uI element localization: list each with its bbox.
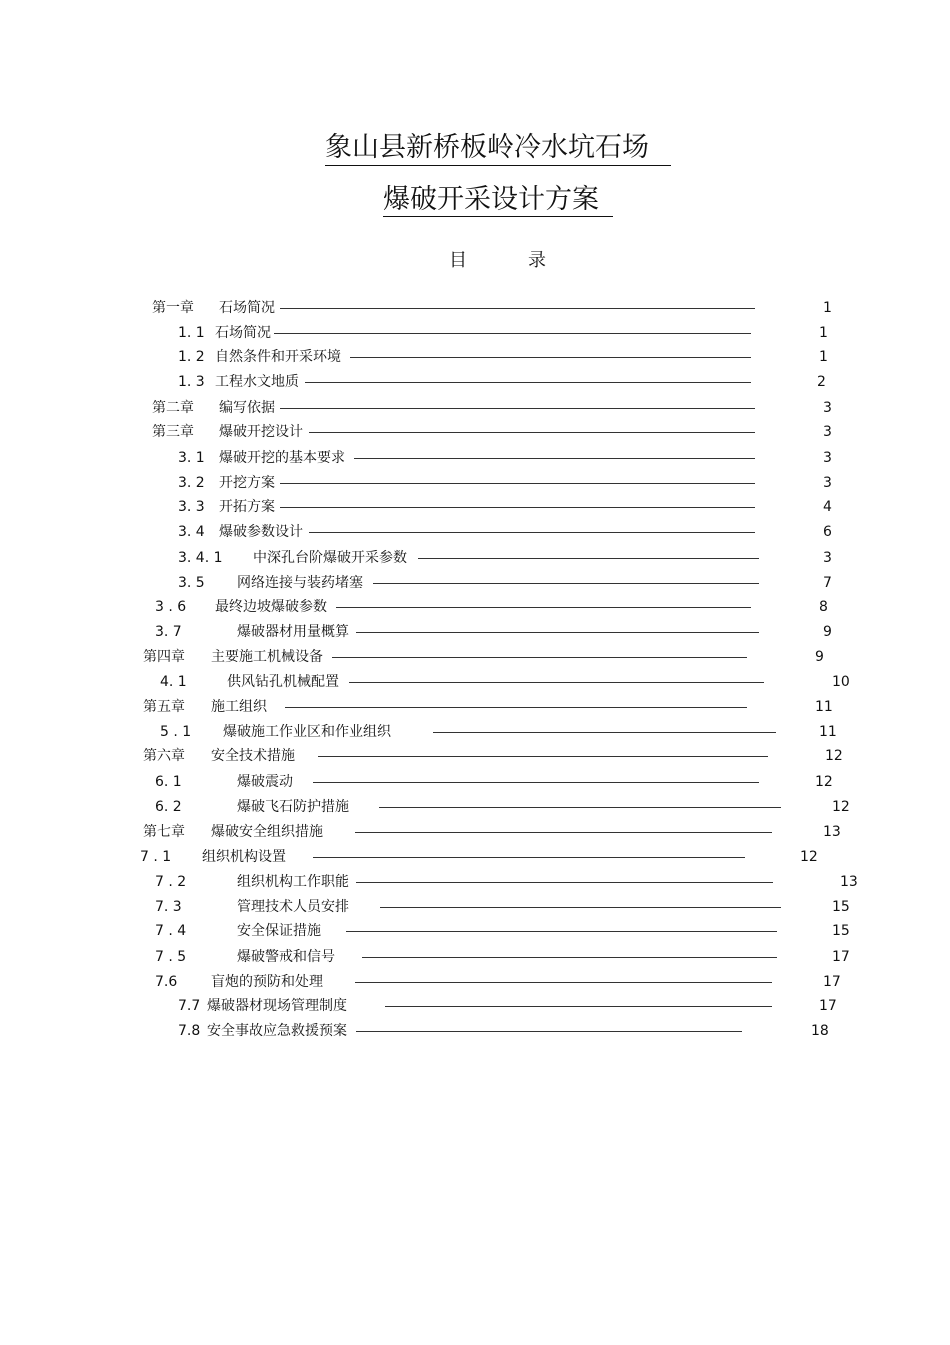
toc-leader-line bbox=[280, 408, 755, 409]
toc-entry bbox=[0, 372, 950, 392]
toc-entry-title: 盲炮的预防和处理 bbox=[211, 974, 323, 990]
toc-entry-number: 第六章 bbox=[143, 748, 185, 764]
toc-entry-title: 自然条件和开采环境 bbox=[215, 349, 341, 365]
toc-entry-title: 安全保证措施 bbox=[237, 923, 321, 939]
toc-entry-page: 2 bbox=[817, 374, 826, 390]
toc-entry-page: 8 bbox=[819, 599, 828, 615]
toc-leader-line bbox=[285, 707, 747, 708]
toc-leader-line bbox=[280, 308, 755, 309]
document-title-line1: 象山县新桥板岭冷水坑石场 bbox=[325, 132, 649, 163]
toc-entry-number: 7 . 5 bbox=[155, 949, 187, 965]
toc-entry-page: 9 bbox=[823, 624, 832, 640]
toc-entry bbox=[0, 622, 950, 642]
toc-entry bbox=[0, 672, 950, 692]
toc-entry bbox=[0, 722, 950, 742]
toc-entry bbox=[0, 772, 950, 792]
toc-entry-title: 爆破开挖的基本要求 bbox=[219, 450, 345, 466]
toc-entry-page: 18 bbox=[811, 1023, 829, 1039]
toc-entry-number: 7.7 bbox=[178, 998, 201, 1014]
toc-entry-title: 石场简况 bbox=[219, 300, 275, 316]
toc-leader-line bbox=[385, 1006, 772, 1007]
toc-entry-page: 3 bbox=[823, 424, 832, 440]
toc-entry-page: 11 bbox=[819, 724, 837, 740]
toc-entry-page: 11 bbox=[815, 699, 833, 715]
toc-entry-page: 15 bbox=[832, 899, 850, 915]
toc-entry-page: 9 bbox=[815, 649, 824, 665]
toc-entry-number: 1. 3 bbox=[178, 374, 205, 390]
toc-entry-title: 爆破开挖设计 bbox=[219, 424, 303, 440]
toc-entry-title: 开拓方案 bbox=[219, 499, 275, 515]
toc-entry-page: 13 bbox=[840, 874, 858, 890]
toc-entry-number: 7 . 4 bbox=[155, 923, 187, 939]
toc-heading-mu: 目 bbox=[449, 250, 467, 271]
toc-leader-line bbox=[356, 632, 759, 633]
toc-leader-line bbox=[313, 857, 745, 858]
toc-entry-title: 组织机构工作职能 bbox=[237, 874, 349, 890]
toc-entry-title: 施工组织 bbox=[211, 699, 267, 715]
toc-entry-title: 爆破参数设计 bbox=[219, 524, 303, 540]
toc-entry-number: 3. 3 bbox=[178, 499, 205, 515]
toc-entry bbox=[0, 647, 950, 667]
toc-entry-page: 17 bbox=[823, 974, 841, 990]
toc-entry-title: 组织机构设置 bbox=[202, 849, 286, 865]
document-title-line2: 爆破开采设计方案 bbox=[383, 184, 599, 215]
toc-leader-line bbox=[380, 907, 781, 908]
toc-entry bbox=[0, 847, 950, 867]
toc-entry bbox=[0, 448, 950, 468]
toc-entry bbox=[0, 298, 950, 318]
toc-entry bbox=[0, 522, 950, 542]
toc-leader-line bbox=[362, 957, 777, 958]
toc-entry-number: 7 . 1 bbox=[140, 849, 172, 865]
toc-entry-title: 开挖方案 bbox=[219, 475, 275, 491]
toc-entry-page: 3 bbox=[823, 475, 832, 491]
toc-entry-number: 第三章 bbox=[152, 424, 194, 440]
toc-entry bbox=[0, 872, 950, 892]
toc-entry-title: 爆破器材现场管理制度 bbox=[207, 998, 347, 1014]
toc-leader-line bbox=[336, 607, 751, 608]
toc-entry-number: 7 . 2 bbox=[155, 874, 187, 890]
toc-entry-number: 6. 2 bbox=[155, 799, 182, 815]
toc-leader-line bbox=[309, 532, 755, 533]
toc-entry-page: 6 bbox=[823, 524, 832, 540]
toc-entry bbox=[0, 497, 950, 517]
toc-entry-page: 17 bbox=[819, 998, 837, 1014]
toc-entry bbox=[0, 548, 950, 568]
toc-entry-number: 1. 1 bbox=[178, 325, 205, 341]
toc-entry bbox=[0, 398, 950, 418]
toc-entry-number: 3. 4. 1 bbox=[178, 550, 223, 566]
toc-entry-number: 6. 1 bbox=[155, 774, 182, 790]
toc-entry bbox=[0, 1021, 950, 1041]
toc-entry-number: 3. 4 bbox=[178, 524, 205, 540]
toc-entry-page: 1 bbox=[823, 300, 832, 316]
toc-entry-number: 第一章 bbox=[152, 300, 194, 316]
toc-leader-line bbox=[318, 756, 768, 757]
toc-entry-title: 爆破施工作业区和作业组织 bbox=[223, 724, 391, 740]
toc-leader-line bbox=[313, 782, 759, 783]
toc-entry bbox=[0, 697, 950, 717]
toc-entry bbox=[0, 573, 950, 593]
toc-entry-number: 7.8 bbox=[178, 1023, 201, 1039]
toc-leader-line bbox=[354, 458, 755, 459]
toc-entry bbox=[0, 323, 950, 343]
toc-leader-line bbox=[309, 432, 755, 433]
toc-entry bbox=[0, 897, 950, 917]
toc-entry-title: 爆破安全组织措施 bbox=[211, 824, 323, 840]
toc-leader-line bbox=[350, 357, 751, 358]
toc-entry-title: 网络连接与装药堵塞 bbox=[237, 575, 363, 591]
toc-entry-page: 1 bbox=[819, 325, 828, 341]
toc-leader-line bbox=[418, 558, 759, 559]
toc-entry-number: 4. 1 bbox=[160, 674, 187, 690]
toc-entry-number: 第五章 bbox=[143, 699, 185, 715]
toc-entry-number: 第四章 bbox=[143, 649, 185, 665]
toc-entry bbox=[0, 996, 950, 1016]
toc-entry-title: 爆破警戒和信号 bbox=[237, 949, 335, 965]
toc-leader-line bbox=[349, 682, 764, 683]
toc-entry bbox=[0, 921, 950, 941]
toc-entry-page: 12 bbox=[800, 849, 818, 865]
toc-leader-line bbox=[433, 732, 776, 733]
toc-entry bbox=[0, 797, 950, 817]
toc-entry-title: 安全事故应急救援预案 bbox=[207, 1023, 347, 1039]
toc-entry-number: 第二章 bbox=[152, 400, 194, 416]
toc-leader-line bbox=[346, 931, 777, 932]
toc-entry-title: 安全技术措施 bbox=[211, 748, 295, 764]
toc-entry-page: 1 bbox=[819, 349, 828, 365]
toc-entry-title: 供风钻孔机械配置 bbox=[227, 674, 339, 690]
toc-leader-line bbox=[305, 382, 751, 383]
toc-entry-page: 7 bbox=[823, 575, 832, 591]
toc-entry-number: 5 . 1 bbox=[160, 724, 192, 740]
toc-entry-page: 3 bbox=[823, 450, 832, 466]
toc-leader-line bbox=[280, 483, 755, 484]
toc-leader-line bbox=[373, 583, 759, 584]
toc-entry-number: 3. 5 bbox=[178, 575, 205, 591]
toc-leader-line bbox=[355, 982, 772, 983]
toc-entry bbox=[0, 822, 950, 842]
toc-entry-title: 中深孔台阶爆破开采参数 bbox=[253, 550, 407, 566]
toc-entry-page: 3 bbox=[823, 550, 832, 566]
toc-entry-number: 7. 3 bbox=[155, 899, 182, 915]
toc-entry-number: 7.6 bbox=[155, 974, 178, 990]
toc-entry-page: 13 bbox=[823, 824, 841, 840]
toc-entry-title: 主要施工机械设备 bbox=[211, 649, 323, 665]
toc-entry-page: 17 bbox=[832, 949, 850, 965]
title-line1-underline bbox=[325, 165, 671, 166]
toc-entry-page: 12 bbox=[825, 748, 843, 764]
toc-entry-number: 1. 2 bbox=[178, 349, 205, 365]
title-line2-underline bbox=[383, 216, 613, 217]
toc-entry-page: 12 bbox=[815, 774, 833, 790]
toc-entry-page: 12 bbox=[832, 799, 850, 815]
toc-entry-title: 最终边坡爆破参数 bbox=[215, 599, 327, 615]
toc-leader-line bbox=[280, 507, 755, 508]
toc-entry-number: 3 . 6 bbox=[155, 599, 187, 615]
toc-entry-page: 10 bbox=[832, 674, 850, 690]
toc-entry-page: 4 bbox=[823, 499, 832, 515]
toc-entry-number: 3. 1 bbox=[178, 450, 205, 466]
toc-entry-title: 爆破器材用量概算 bbox=[237, 624, 349, 640]
toc-leader-line bbox=[379, 807, 781, 808]
toc-entry-page: 3 bbox=[823, 400, 832, 416]
toc-entry-title: 工程水文地质 bbox=[215, 374, 299, 390]
toc-leader-line bbox=[356, 882, 773, 883]
toc-entry-number: 3. 2 bbox=[178, 475, 205, 491]
toc-leader-line bbox=[274, 333, 751, 334]
toc-entry-number: 3. 7 bbox=[155, 624, 182, 640]
toc-leader-line bbox=[356, 1031, 742, 1032]
toc-entry bbox=[0, 473, 950, 493]
toc-entry bbox=[0, 972, 950, 992]
toc-heading-lu: 录 bbox=[528, 250, 546, 271]
toc-leader-line bbox=[332, 657, 747, 658]
toc-entry-title: 爆破飞石防护措施 bbox=[237, 799, 349, 815]
toc-entry bbox=[0, 347, 950, 367]
toc-entry-title: 编写依据 bbox=[219, 400, 275, 416]
toc-entry bbox=[0, 422, 950, 442]
toc-entry-page: 15 bbox=[832, 923, 850, 939]
toc-entry-title: 石场简况 bbox=[215, 325, 271, 341]
toc-leader-line bbox=[355, 832, 772, 833]
toc-entry-title: 管理技术人员安排 bbox=[237, 899, 349, 915]
toc-entry-number: 第七章 bbox=[143, 824, 185, 840]
toc-entry bbox=[0, 597, 950, 617]
toc-entry-title: 爆破震动 bbox=[237, 774, 293, 790]
toc-entry bbox=[0, 947, 950, 967]
toc-entry bbox=[0, 746, 950, 766]
